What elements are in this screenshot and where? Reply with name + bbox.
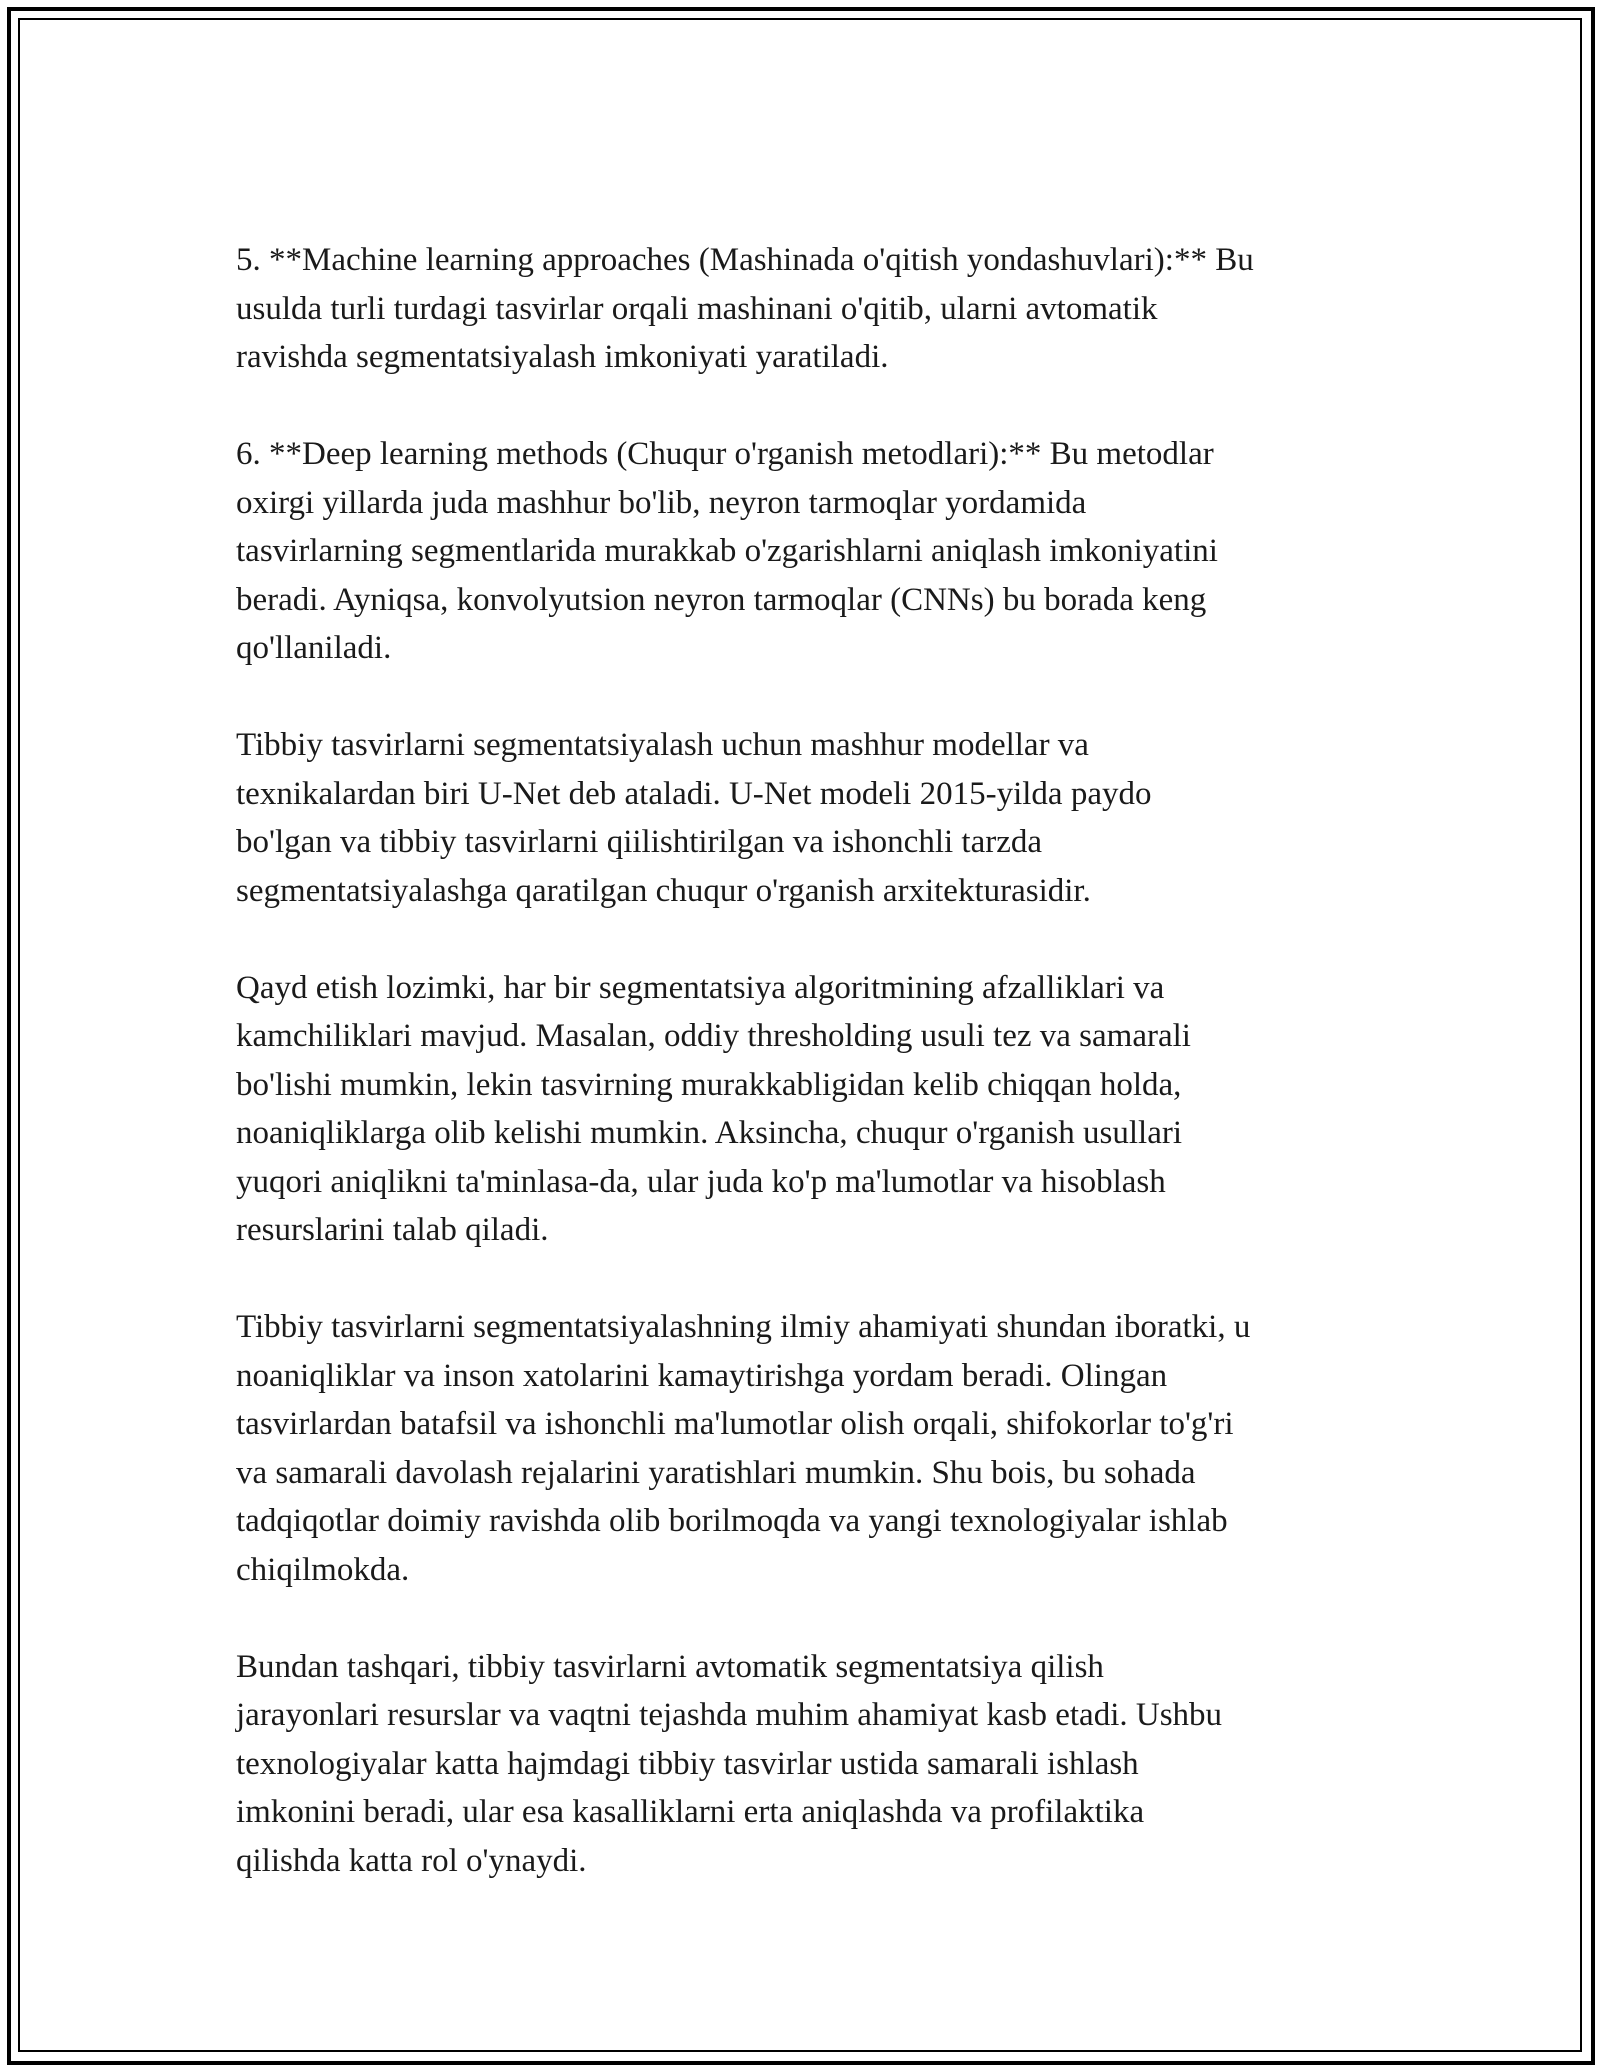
paragraph-scientific-significance: Tibbiy tasvirlarni segmentatsiyalashning ilmiy ahamiyati shundan iboratki, u noaniqliklar va inson xatolarini kamaytirishga yordam beradi. Olingan tasvirlardan batafsil va ishonchli ma'lumotlar olish orqali, shifokorlar to'g'ri va samarali davolash rejalarini yaratishlari mumkin. Shu bois, bu sohada tadqiqotlar doimiy ravishda olib borilmoqda va yangi texnologiyalar ishlab chiqilmokda. xyxy=(236,1309,1251,1588)
paragraph-machine-learning: 5. **Machine learning approaches (Mashinada o'qitish yondashuvlari):** Bu usulda turli turdagi tasvirlar orqali mashinani o'qitib, ularni avtomatik ravishda segmentatsiyalash imkoniyati yaratiladi. xyxy=(236,242,1254,375)
document-body xyxy=(236,236,1376,1934)
paragraph-deep-learning: 6. **Deep learning methods (Chuqur o'rganish metodlari):** Bu metodlar oxirgi yillarda juda mashhur bo'lib, neyron tarmoqlar yordamida tasvirlarning segmentlarida murakkab o'zgarishlarni aniqlash imkoniyatini beradi. Ayniqsa, konvolyutsion neyron tarmoqlar (CNNs) bu borada keng qo'llaniladi. xyxy=(236,436,1218,666)
paragraph-automation-benefits: Bundan tashqari, tibbiy tasvirlarni avtomatik segmentatsiya qilish jarayonlari resurslar va vaqtni tejashda muhim ahamiyat kasb etadi. Ushbu texnologiyalar katta hajmdagi tibbiy tasvirlar ustida samarali ishlash imkonini beradi, ular esa kasalliklarni erta aniqlashda va profilaktika qilishda katta rol o'ynaydi. xyxy=(236,1648,1223,1879)
paragraph-algorithm-tradeoffs: Qayd etish lozimki, har bir segmentatsiya algoritmining afzalliklari va kamchiliklari mavjud. Masalan, oddiy thresholding usuli tez va samarali bo'lishi mumkin, lekin tasvirning murakkabligidan kelib chiqqan holda, noaniqliklarga olib kelishi mumkin. Aksincha, chuqur o'rganish usullari yuqori aniqlikni ta'minlasa-da, ular juda ko'p ma'lumotlar va hisoblash resurslarini talab qiladi. xyxy=(236,969,1191,1248)
paragraph-unet: Tibbiy tasvirlarni segmentatsiyalash uchun mashhur modellar va texnikalardan biri U-Net deb ataladi. U-Net modeli 2015-yilda paydo bo'lgan va tibbiy tasvirlarni qiilishtirilgan va ishonchli tarzda segmentatsiyalashga qaratilgan chuqur o'rganish arxitekturasidir. xyxy=(236,727,1152,909)
